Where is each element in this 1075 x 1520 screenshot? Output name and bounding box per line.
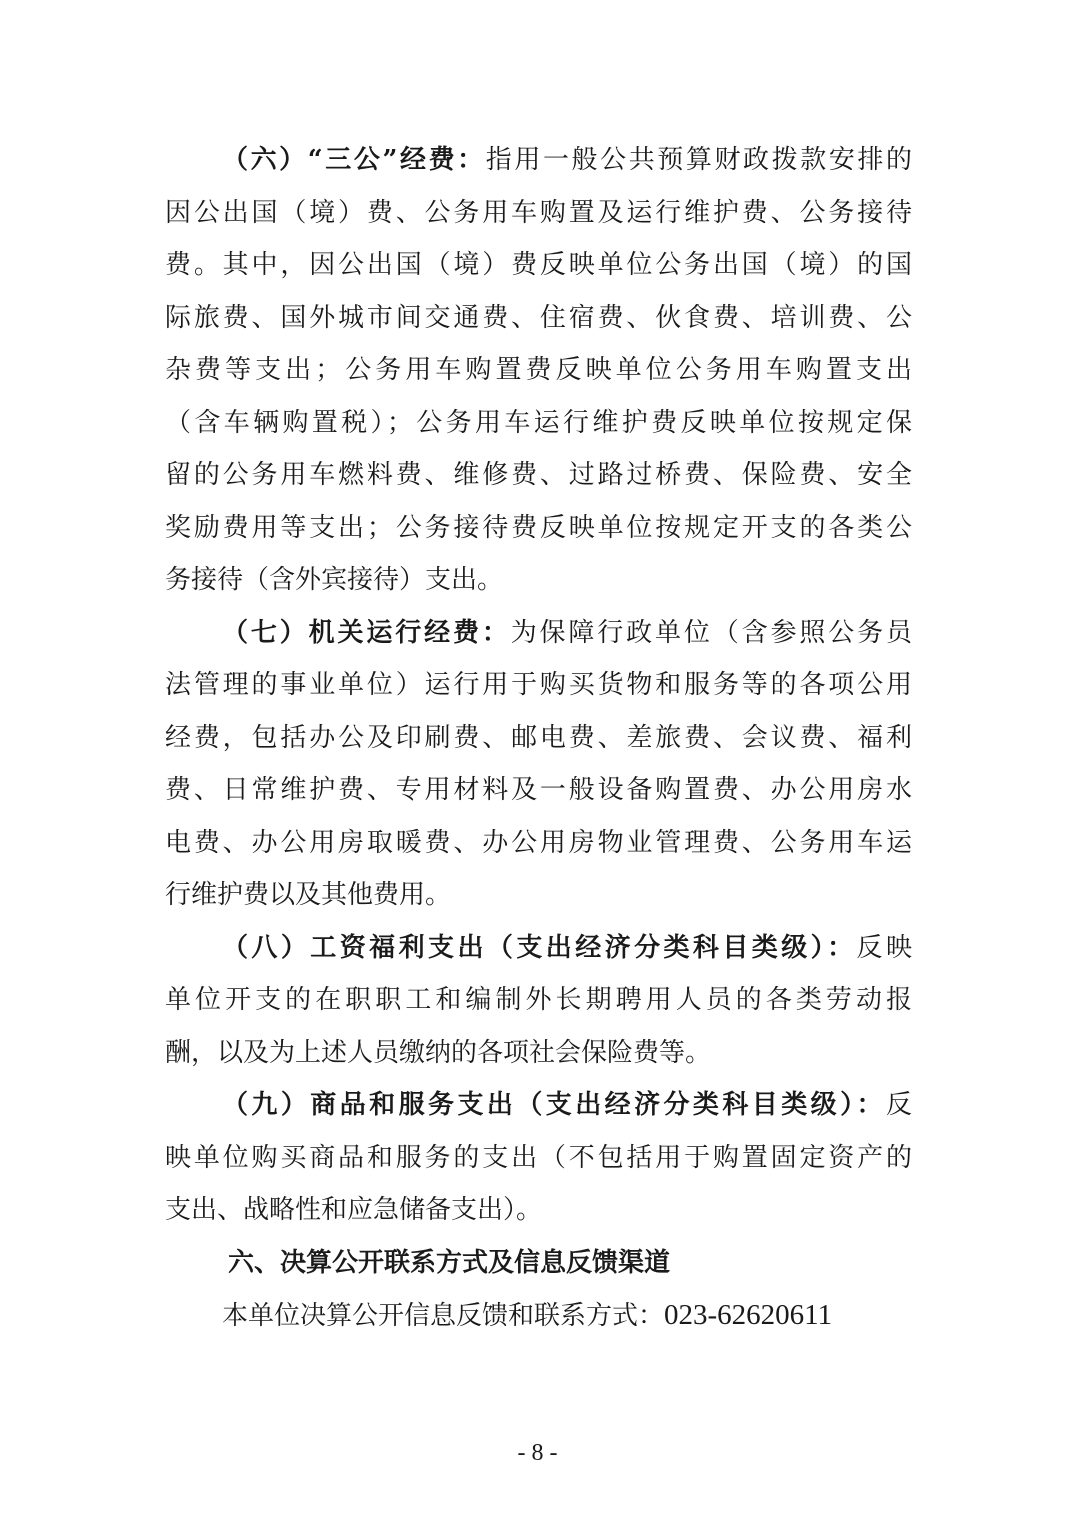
paragraph (165, 1079, 912, 1237)
text-line (165, 922, 912, 975)
line-text: 杂费等支出；公务用车购置费反映单位公务用车购置支出 (165, 355, 912, 385)
text-line (165, 974, 912, 1027)
text-line (165, 1184, 912, 1237)
line-text: 指用一般公共预算财政拨款安排的 (485, 145, 912, 175)
section-heading: 六、决算公开联系方式及信息反馈渠道 (228, 1247, 671, 1278)
paragraph (165, 607, 912, 922)
text-line (165, 292, 912, 345)
line-text: 为保障行政单位（含参照公务员 (510, 617, 912, 648)
line-text: 际旅费、国外城市间交通费、住宿费、伙食费、培训费、公 (165, 302, 912, 333)
line-text: 反 (885, 1090, 912, 1120)
paragraph-lead: （九）商品和服务支出（支出经济分类科目类级）： (222, 1090, 886, 1120)
line-text: 费、日常维护费、专用材料及一般设备购置费、办公用房水 (165, 775, 912, 805)
text-line (165, 397, 912, 450)
text-line (165, 502, 912, 555)
text-line (165, 659, 912, 712)
text-line (165, 187, 912, 240)
text-line (165, 1132, 912, 1185)
text-line (165, 344, 912, 397)
text-line (165, 764, 912, 817)
contact-phone: 023-62620611 (664, 1299, 833, 1331)
line-text: 映单位购买商品和服务的支出（不包括用于购置固定资产的 (165, 1142, 912, 1173)
line-text: （含车辆购置税）；公务用车运行维护费反映单位按规定保 (165, 407, 912, 438)
paragraph (165, 134, 912, 607)
line-text: 费。其中，因公出国（境）费反映单位公务出国（境）的国 (165, 250, 912, 280)
text-line (165, 1027, 912, 1080)
line-text: 行维护费以及其他费用。 (165, 880, 452, 910)
contact-line (165, 1289, 912, 1342)
line-text: 务接待（含外宾接待）支出。 (165, 565, 504, 595)
text-line (165, 449, 912, 502)
text-line (165, 712, 912, 765)
line-text: 法管理的事业单位）运行用于购买货物和服务等的各项公用 (165, 670, 912, 700)
paragraph-lead: （八）工资福利支出（支出经济分类科目类级）： (222, 932, 857, 963)
line-text: 酬，以及为上述人员缴纳的各项社会保险费等。 (165, 1037, 712, 1068)
document-body (165, 134, 912, 1342)
line-text: 奖励费用等支出；公务接待费反映单位按规定开支的各类公 (165, 512, 912, 543)
line-text: 电费、办公用房取暖费、办公用房物业管理费、公务用车运 (165, 827, 912, 858)
line-text: 支出、战略性和应急储备支出）。 (165, 1195, 543, 1225)
text-line (165, 239, 912, 292)
text-line (165, 869, 912, 922)
page-number: - 8 - (517, 1440, 558, 1466)
text-line (165, 134, 912, 187)
line-text: 因公出国（境）费、公务用车购置及运行维护费、公务接待 (165, 197, 912, 228)
text-line (165, 817, 912, 870)
paragraph-lead: （七）机关运行经费： (222, 617, 511, 648)
line-text: 反映 (856, 932, 912, 963)
line-text: 经费，包括办公及印刷费、邮电费、差旅费、会议费、福利 (165, 722, 912, 753)
paragraph (165, 922, 912, 1080)
text-line (165, 607, 912, 660)
paragraph-lead: （六）“三公”经费： (222, 145, 486, 175)
line-text: 单位开支的在职职工和编制外长期聘用人员的各类劳动报 (165, 985, 912, 1015)
text-line (165, 554, 912, 607)
contact-label: 本单位决算公开信息反馈和联系方式： (222, 1301, 665, 1331)
line-text: 留的公务用车燃料费、维修费、过路过桥费、保险费、安全 (165, 460, 912, 490)
text-line (165, 1079, 912, 1132)
